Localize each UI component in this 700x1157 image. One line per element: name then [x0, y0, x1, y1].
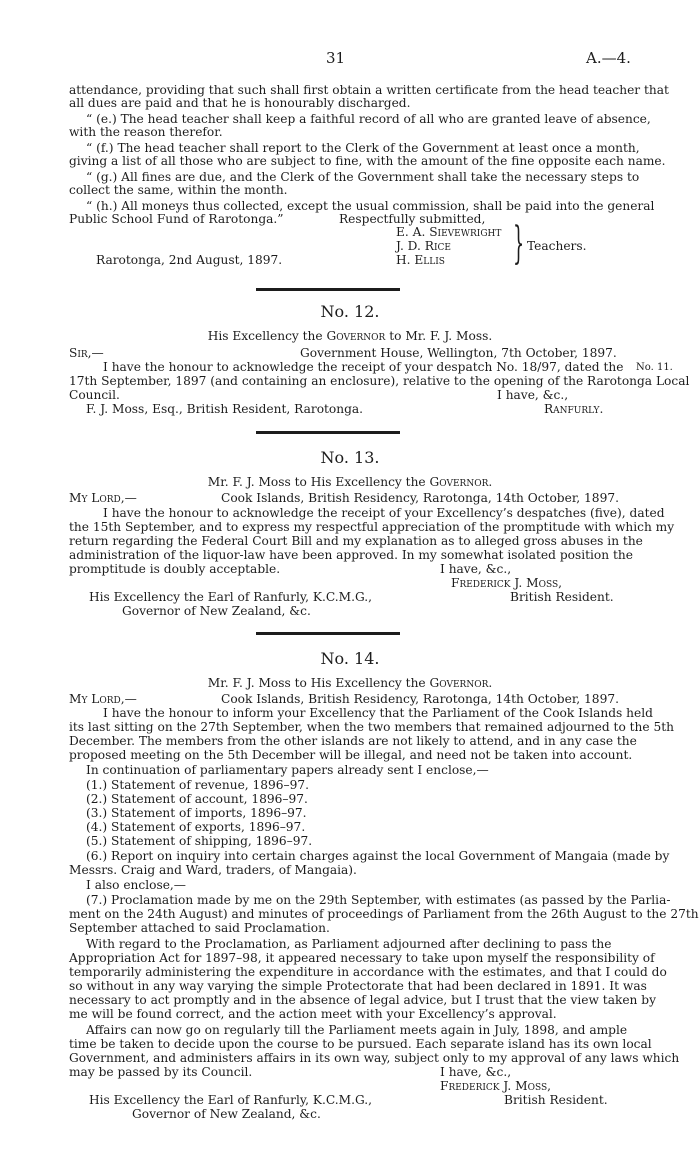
- letter-title: Mr. F. J. Moss to His Excellency the Governor.: [207, 475, 493, 489]
- section-divider: [256, 431, 400, 434]
- text-line: promptitude is doubly acceptable.: [69, 562, 281, 576]
- text-line: administration of the liquor-law have been approved. In my somewhat isolated position the: [69, 548, 633, 562]
- text-line: I also enclose,—: [86, 878, 186, 892]
- addressee: Governor of New Zealand, &c.: [122, 604, 311, 618]
- signatories-role: Teachers.: [527, 239, 587, 253]
- letter-title: Mr. F. J. Moss to His Excellency the Governor.: [207, 676, 493, 690]
- text-line: I have the honour to inform your Excellency that the Parliament of the Cook Islands held: [103, 706, 653, 720]
- section-number: No. 14.: [320, 649, 380, 668]
- brace-decoration: }: [513, 218, 525, 269]
- enclosure-item: (5.) Statement of shipping, 1896–97.: [86, 834, 313, 848]
- text-line: Appropriation Act for 1897–98, it appeared necessary to take upon myself the responsibility of: [69, 951, 655, 965]
- signatory: J. D. Rice: [396, 239, 451, 253]
- closing: I have, &c.,: [440, 1065, 512, 1079]
- page-number: 31: [326, 49, 346, 67]
- text-line: necessary to act promptly and in the absence of legal advice, but I trust that the view taken by: [69, 993, 656, 1007]
- text-line: attendance, providing that such shall first obtain a written certificate from the head teacher that: [69, 83, 669, 97]
- salutation: My Lord,—: [69, 692, 137, 706]
- enclosure-item: (3.) Statement of imports, 1896–97.: [86, 806, 307, 820]
- addressee: F. J. Moss, Esq., British Resident, Rarotonga.: [86, 402, 364, 416]
- text-line: Government, and administers affairs in its own way, subject only to my approval of any laws which: [69, 1051, 680, 1065]
- enclosure-item: (4.) Statement of exports, 1896–97.: [86, 820, 306, 834]
- text-line: I have the honour to acknowledge the receipt of your despatch No. 18/97, dated the: [103, 360, 624, 374]
- text-line: December. The members from the other islands are not likely to attend, and in any case the: [69, 734, 637, 748]
- section-divider: [256, 632, 400, 635]
- margin-reference: No. 11.: [636, 362, 673, 373]
- text-line: so without in any way varying the simple Protectorate that had been declared in 1891. It was: [69, 979, 647, 993]
- enclosure-item: (1.) Statement of revenue, 1896–97.: [86, 778, 310, 792]
- text-line: September attached to said Proclamation.: [69, 921, 330, 935]
- enclosure-item: (6.) Report on inquiry into certain charges against the local Government of Mangaia (made by: [86, 849, 670, 863]
- text-line: In continuation of parliamentary papers already sent I enclose,—: [86, 763, 489, 777]
- origin-line: Government House, Wellington, 7th October, 1897.: [300, 346, 617, 360]
- signatory: H. Ellis: [396, 253, 445, 267]
- addressee: His Excellency the Earl of Ranfurly, K.C.M.G.,: [89, 1093, 373, 1107]
- closing: I have, &c.,: [497, 388, 569, 402]
- text-line: (7.) Proclamation made by me on the 29th September, with estimates (as passed by the Parlia-: [86, 893, 671, 907]
- text-line: With regard to the Proclamation, as Parliament adjourned after declining to pass the: [86, 937, 612, 951]
- text-line: Messrs. Craig and Ward, traders, of Mangaia).: [69, 863, 357, 877]
- signatory: E. A. Sievewright: [396, 225, 502, 239]
- text-line: I have the honour to acknowledge the receipt of your Excellency’s despatches (five), dated: [103, 506, 665, 520]
- closing: Respectfully submitted,: [339, 212, 486, 226]
- text-line: Affairs can now go on regularly till the Parliament meets again in July, 1898, and ample: [86, 1023, 628, 1037]
- addressee: His Excellency the Earl of Ranfurly, K.C.M.G.,: [89, 590, 373, 604]
- salutation: Sir,—: [69, 346, 104, 360]
- signature: Frederick J. Moss,: [440, 1079, 551, 1093]
- text-line: proposed meeting on the 5th December will be illegal, and need not be taken into account.: [69, 748, 633, 762]
- addressee: Governor of New Zealand, &c.: [132, 1107, 321, 1121]
- closing: I have, &c.,: [440, 562, 512, 576]
- text-line: return regarding the Federal Court Bill and my explanation as to alleged gross abuses in the: [69, 534, 643, 548]
- text-line: Public School Fund of Rarotonga.”: [69, 212, 284, 226]
- salutation: My Lord,—: [69, 491, 137, 505]
- letter-title: His Excellency the Governor to Mr. F. J. Moss.: [207, 329, 493, 343]
- text-line: 17th September, 1897 (and containing an enclosure), relative to the opening of the Rarotonga Local: [69, 374, 690, 388]
- section-number: No. 12.: [320, 302, 380, 321]
- signature: Frederick J. Moss,: [451, 576, 562, 590]
- text-line: “ (g.) All fines are due, and the Clerk of the Government shall take the necessary steps to: [86, 170, 640, 184]
- signature: Ranfurly.: [544, 402, 604, 416]
- signature-title: British Resident.: [504, 1093, 608, 1107]
- text-line: all dues are paid and that he is honourably discharged.: [69, 96, 411, 110]
- text-line: “ (f.) The head teacher shall report to the Clerk of the Government at least once a month,: [86, 141, 640, 155]
- text-line: time be taken to decide upon the course to be pursued. Each separate island has its own local: [69, 1037, 652, 1051]
- text-line: the 15th September, and to express my respectful appreciation of the promptitude with which my: [69, 520, 675, 534]
- text-line: collect the same, within the month.: [69, 183, 288, 197]
- text-line: its last sitting on the 27th September, when the two members that remained adjourned to the 5th: [69, 720, 674, 734]
- origin-line: Cook Islands, British Residency, Rarotonga, 14th October, 1897.: [221, 491, 619, 505]
- text-line: temporarily administering the expenditure in accordance with the estimates, and that I could do: [69, 965, 667, 979]
- text-line: me will be found correct, and the action meet with your Excellency’s approval.: [69, 1007, 557, 1021]
- signature-title: British Resident.: [510, 590, 614, 604]
- text-line: “ (h.) All moneys thus collected, except the usual commission, shall be paid into the general: [86, 199, 655, 213]
- origin-line: Cook Islands, British Residency, Rarotonga, 14th October, 1897.: [221, 692, 619, 706]
- section-divider: [256, 288, 400, 291]
- text-line: Council.: [69, 388, 120, 402]
- text-line: with the reason therefor.: [69, 125, 223, 139]
- text-line: “ (e.) The head teacher shall keep a faithful record of all who are granted leave of absence,: [86, 112, 651, 126]
- enclosure-item: (2.) Statement of account, 1896–97.: [86, 792, 308, 806]
- section-number: No. 13.: [320, 448, 380, 467]
- document-reference: A.—4.: [586, 49, 631, 67]
- text-line: may be passed by its Council.: [69, 1065, 253, 1079]
- place-date: Rarotonga, 2nd August, 1897.: [96, 253, 283, 267]
- text-line: ment on the 24th August) and minutes of proceedings of Parliament from the 26th August to the 27th: [69, 907, 699, 921]
- text-line: giving a list of all those who are subject to fine, with the amount of the fine opposite each name.: [69, 154, 666, 168]
